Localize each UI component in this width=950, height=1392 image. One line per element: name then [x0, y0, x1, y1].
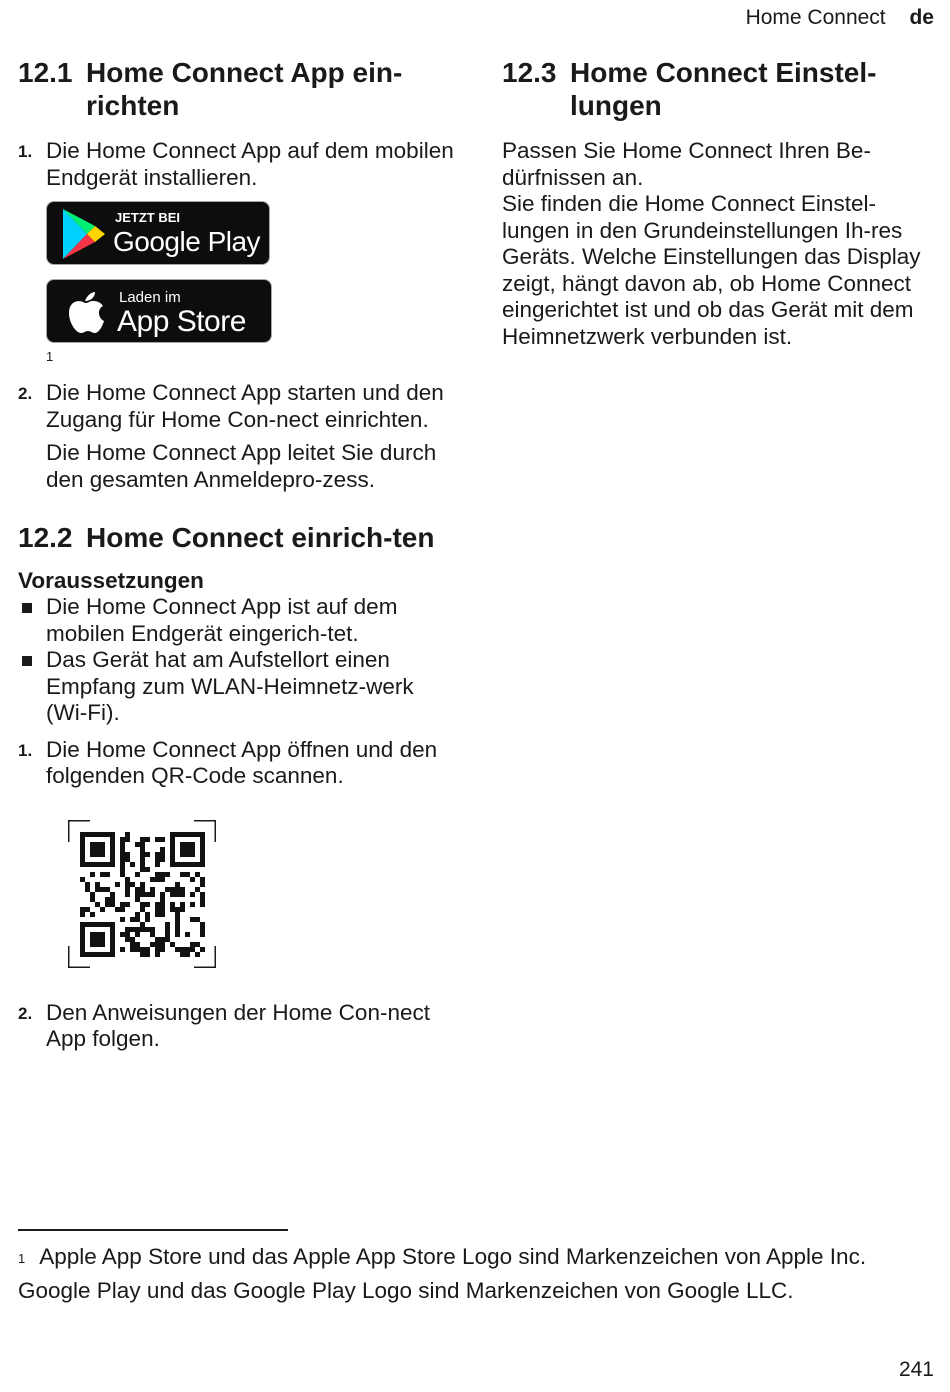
step-text: Die Home Connect App starten und den Zugang für Home Con-nect einrichten. [46, 380, 444, 432]
step-number: 1. [18, 142, 33, 161]
section-title: Home Connect App ein-richten [86, 57, 403, 121]
section-number: 12.2 [18, 522, 73, 553]
badge-big-text: App Store [117, 305, 246, 338]
footnote-text: Apple App Store und das Apple App Store Logo sind Markenzeichen von Apple Inc. Google Play und das Google Play Logo sind Markenzeichen von Google LLC. [18, 1244, 867, 1303]
section-12-2-heading [18, 521, 458, 554]
bullet-square [22, 603, 32, 613]
step-result: Die Home Connect App leitet Sie durch den gesamten Anmeldepro-zess. [46, 440, 437, 492]
section-number: 12.3 [502, 57, 557, 88]
page-number: 241 [898, 1358, 934, 1381]
app-store-badge[interactable] [46, 279, 272, 343]
left-column [18, 56, 458, 1053]
header-section: Home Connect [745, 6, 886, 29]
step-number: 2. [18, 384, 33, 403]
section-12-3-heading [502, 56, 934, 122]
header-language: de [909, 6, 934, 29]
bullet-square [22, 656, 32, 666]
requirement-item [18, 647, 458, 727]
qr-code [68, 820, 216, 968]
requirement-item [18, 594, 458, 647]
step-1 [18, 737, 458, 790]
step-text: Die Home Connect App öffnen und den folgenden QR-Code scannen. [46, 736, 438, 788]
footnote-reference: 1 [46, 349, 54, 364]
step-1 [18, 138, 458, 191]
badge-small-text: JETZT BEI [115, 210, 181, 225]
google-play-icon [59, 207, 107, 261]
step-text: Den Anweisungen der Home Con-nect App folgen. [46, 999, 430, 1051]
requirement-text: Die Home Connect App ist auf dem mobilen Endgerät eingerich-tet. [46, 594, 398, 646]
footnote-rule [18, 1229, 288, 1231]
running-header [746, 6, 934, 30]
paragraph: Passen Sie Home Connect Ihren Be-dürfnissen an. [502, 138, 871, 190]
badge-big-text: Google Play [113, 226, 261, 257]
qr-code-image [68, 820, 216, 968]
section-number: 12.1 [18, 57, 73, 88]
footnote-mark: 1 [18, 1251, 26, 1266]
apple-icon [65, 289, 105, 335]
step-2 [18, 380, 458, 433]
step-number: 2. [18, 1003, 33, 1023]
badge-small-text: Laden im [119, 289, 181, 306]
paragraph: Sie finden die Home Connect Einstel-lungen in den Grundeinstellungen Ih-res Geräts. Welche Einstellungen das Display zeigt, hängt davon ab, ob Home Connect eingerichtet ist und ob das Gerät mit dem Heimnetzwerk verbunden ist. [502, 191, 921, 349]
footnote [18, 1240, 918, 1308]
section-12-1-heading [18, 56, 458, 122]
step-number: 1. [18, 740, 33, 760]
section-title: Home Connect einrich-ten [86, 522, 435, 553]
section-title: Home Connect Einstel-lungen [570, 57, 877, 121]
right-column [502, 56, 934, 350]
step-2 [18, 1000, 458, 1053]
requirements-heading: Voraussetzungen [18, 568, 204, 593]
requirement-text: Das Gerät hat am Aufstellort einen Empfang zum WLAN-Heimnetz-werk (Wi-Fi). [46, 647, 414, 725]
google-play-badge[interactable] [46, 201, 270, 265]
step-text: Die Home Connect App auf dem mobilen Endgerät installieren. [46, 138, 454, 190]
